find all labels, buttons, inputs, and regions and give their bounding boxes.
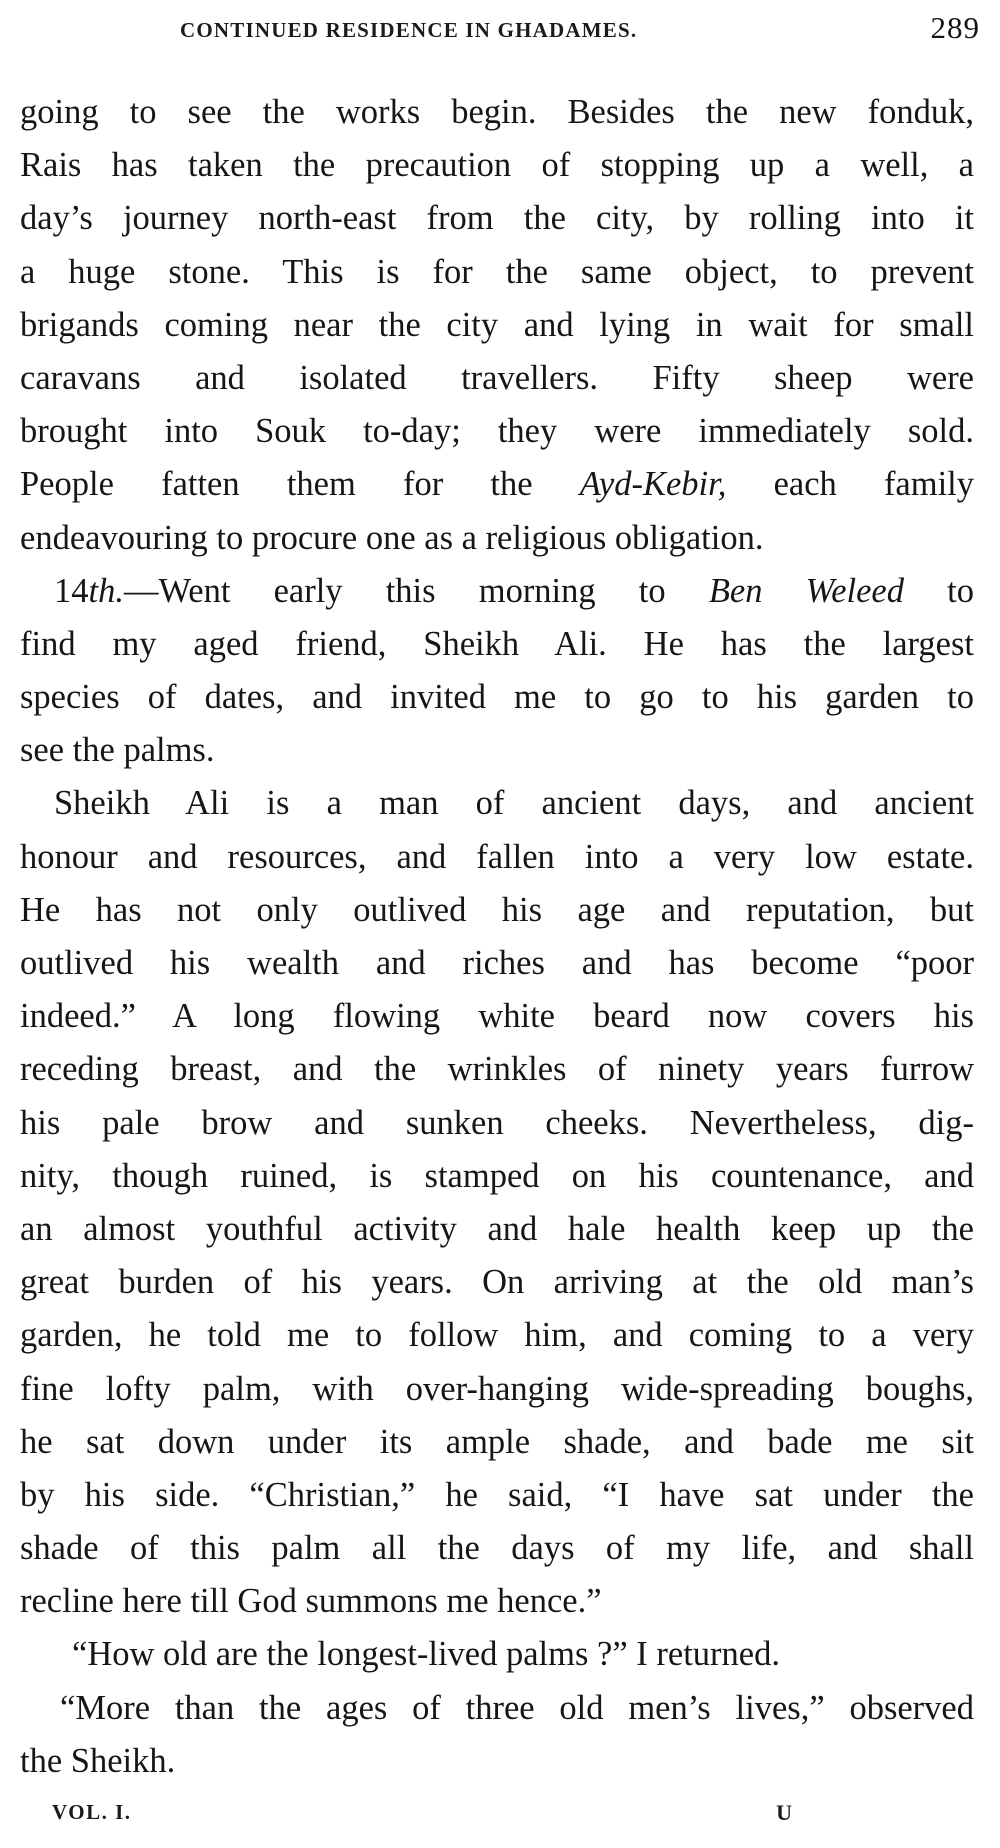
text-segment: nity, though ruined, is stamped on his countenance, and bbox=[20, 1156, 974, 1195]
text-segment: —Went early this morning to bbox=[123, 571, 709, 610]
text-line bbox=[20, 671, 974, 724]
text-segment: fine lofty palm, with over-hanging wide-spreading boughs, bbox=[20, 1369, 974, 1408]
text-line bbox=[20, 512, 974, 565]
text-line bbox=[20, 1363, 974, 1416]
text-line bbox=[20, 831, 974, 884]
volume-signature: VOL. I. bbox=[52, 1800, 132, 1824]
text-line bbox=[20, 1682, 974, 1735]
page-footer bbox=[52, 1800, 792, 1834]
text-segment: caravans and isolated travellers. Fifty sheep were bbox=[20, 358, 974, 397]
text-segment: receding breast, and the wrinkles of ninety years furrow bbox=[20, 1050, 974, 1089]
text-line bbox=[20, 1097, 974, 1150]
text-segment: a huge stone. This is for the same object, to prevent bbox=[20, 252, 974, 291]
text-line bbox=[20, 299, 974, 352]
text-segment: great burden of his years. On arriving at the old man’s bbox=[20, 1263, 974, 1302]
text-line bbox=[20, 192, 974, 245]
text-segment: brigands coming near the city and lying in wait for small bbox=[20, 305, 974, 344]
text-segment: brought into Souk to-day; they were immediately sold. bbox=[20, 412, 974, 451]
text-line bbox=[20, 139, 974, 192]
text-line bbox=[20, 405, 974, 458]
text-line bbox=[20, 565, 974, 618]
text-line bbox=[20, 1043, 974, 1096]
text-line bbox=[20, 618, 974, 671]
text-line bbox=[20, 1150, 974, 1203]
text-segment: Rais has taken the precaution of stopping up a well, a bbox=[20, 146, 974, 185]
text-segment: his pale brow and sunken cheeks. Nevertheless, dig- bbox=[20, 1103, 974, 1142]
text-segment: day’s journey north-east from the city, by rolling into it bbox=[20, 199, 974, 238]
page-number: 289 bbox=[930, 10, 980, 45]
text-line bbox=[20, 1309, 974, 1362]
running-head: CONTINUED RESIDENCE IN GHADAMES. bbox=[180, 18, 638, 42]
text-segment: garden, he told me to follow him, and coming to a very bbox=[20, 1316, 974, 1355]
text-segment: indeed.” A long flowing white beard now covers his bbox=[20, 997, 974, 1036]
page-header bbox=[180, 10, 980, 56]
text-line bbox=[20, 990, 974, 1043]
text-segment: shade of this palm all the days of my life, and shall bbox=[20, 1529, 974, 1568]
text-segment: going to see the works begin. Besides the new fonduk, bbox=[20, 93, 974, 131]
text-line bbox=[20, 1628, 974, 1681]
italic-segment: th. bbox=[88, 571, 124, 610]
text-segment: by his side. “Christian,” he said, “I have sat under the bbox=[20, 1475, 974, 1514]
text-line bbox=[20, 1522, 974, 1575]
text-segment: outlived his wealth and riches and has become “poor bbox=[20, 944, 974, 982]
text-segment: each family bbox=[726, 465, 974, 504]
text-line bbox=[20, 1735, 974, 1788]
text-line bbox=[20, 777, 974, 830]
text-segment: recline here till God summons me hence.” bbox=[20, 1582, 602, 1621]
text-segment: Sheikh Ali is a man of ancient days, and ancient bbox=[54, 784, 974, 823]
text-segment: “More than the ages of three old men’s lives,” observed bbox=[60, 1688, 974, 1727]
text-line bbox=[20, 1575, 974, 1628]
text-line bbox=[20, 86, 974, 139]
text-segment: see the palms. bbox=[20, 731, 215, 770]
text-segment: the Sheikh. bbox=[20, 1741, 176, 1780]
signature-mark: U bbox=[776, 1800, 792, 1825]
text-segment: He has not only outlived his age and reputation, but bbox=[20, 890, 974, 929]
text-line bbox=[20, 1203, 974, 1256]
text-segment: he sat down under its ample shade, and bade me sit bbox=[20, 1422, 974, 1461]
text-line bbox=[20, 246, 974, 299]
text-segment: an almost youthful activity and hale health keep up the bbox=[20, 1209, 974, 1248]
text-line bbox=[20, 937, 974, 990]
italic-segment: Ben Weleed bbox=[708, 571, 904, 610]
text-segment: People fatten them for the bbox=[20, 465, 580, 504]
text-line bbox=[20, 724, 974, 777]
body-text bbox=[20, 86, 974, 1788]
text-segment: to bbox=[903, 571, 974, 610]
text-line bbox=[20, 458, 974, 511]
italic-segment: Ayd-Kebir, bbox=[579, 465, 727, 504]
text-segment: endeavouring to procure one as a religious obligation. bbox=[20, 518, 764, 557]
text-segment: honour and resources, and fallen into a very low estate. bbox=[20, 837, 974, 876]
text-line bbox=[20, 884, 974, 937]
text-line bbox=[20, 1416, 974, 1469]
text-segment: 14 bbox=[54, 571, 89, 610]
text-segment: species of dates, and invited me to go to his garden to bbox=[20, 678, 974, 717]
text-line bbox=[20, 1256, 974, 1309]
text-segment: “How old are the longest-lived palms ?” I returned. bbox=[72, 1635, 780, 1674]
text-line bbox=[20, 352, 974, 405]
text-segment: find my aged friend, Sheikh Ali. He has the largest bbox=[20, 624, 974, 663]
text-line bbox=[20, 1469, 974, 1522]
